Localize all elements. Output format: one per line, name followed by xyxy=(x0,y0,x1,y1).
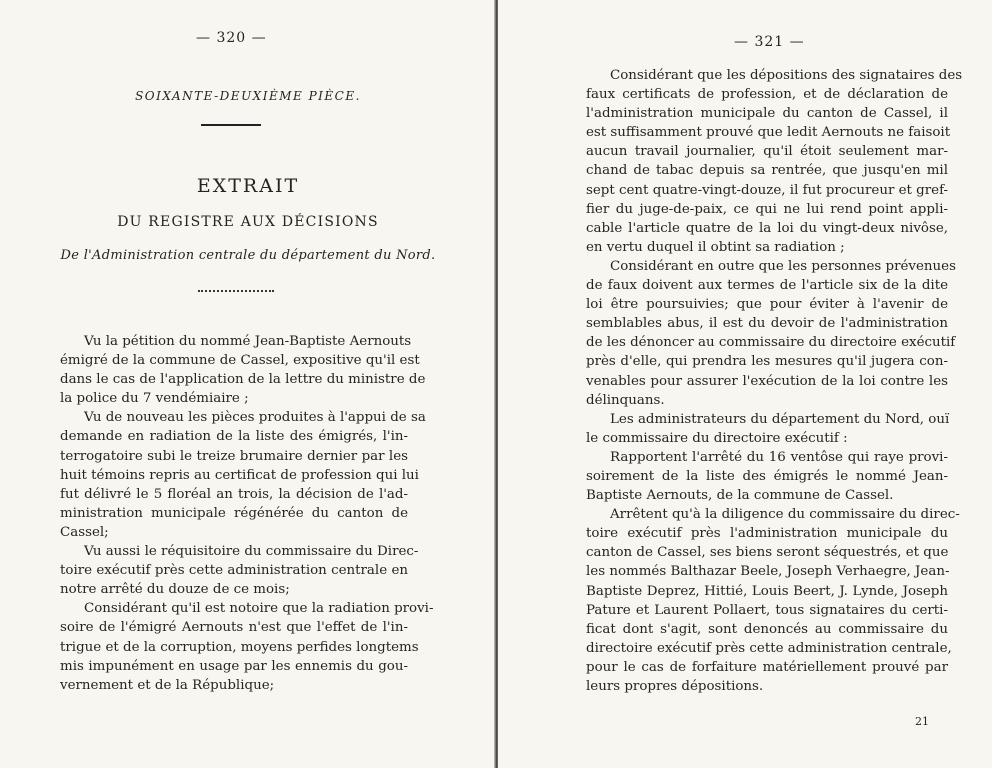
text-line: dans le cas de l'application de la lettre du ministre de xyxy=(60,372,426,388)
divider-rule xyxy=(201,124,261,126)
text-line: fier du juge-de-paix, ce qui ne lui rend point appli- xyxy=(586,201,948,217)
text-line: Baptiste Deprez, Hittié, Louis Beert, J. Lynde, Joseph xyxy=(586,583,948,599)
paragraph xyxy=(60,542,419,599)
text-line: toire exécutif près cette administration centrale en xyxy=(60,563,408,579)
text-line: de faux doivent aux termes de l'article six de la dite xyxy=(586,278,948,294)
text-line: fut délivré le 5 floréal an trois, la décision de l'ad- xyxy=(60,486,408,502)
text-line: faux certificats de profession, et de déclaration de xyxy=(586,87,948,103)
text-line: Vu la pétition du nommé Jean-Baptiste Aernouts xyxy=(84,334,412,349)
text-line: sept cent quatre-vingt-douze, il fut procureur et gref- xyxy=(586,182,949,198)
paragraph xyxy=(586,505,960,696)
text-line: canton de Cassel, ses biens seront séquestrés, et que xyxy=(586,545,949,561)
text-line: délinquans. xyxy=(586,392,665,408)
text-line: Considérant en outre que les personnes prévenues xyxy=(610,258,956,274)
text-line: terrogatoire subi le treize brumaire dernier par les xyxy=(60,448,408,464)
text-line: pour le cas de forfaiture matériellement prouvé par xyxy=(586,659,948,675)
document-origin: De l'Administration centrale du département du Nord. xyxy=(60,248,436,263)
paragraph xyxy=(586,66,963,257)
text-line: soire de l'émigré Aernouts n'est que l'effet de l'in- xyxy=(60,620,408,636)
text-line: Rapportent l'arrêté du 16 ventôse qui raye provi- xyxy=(610,449,948,465)
text-line: directoire exécutif près cette administration centrale, xyxy=(586,640,952,656)
signature-mark: 21 xyxy=(915,715,929,728)
text-line: de les dénoncer au commissaire du directoire exécutif xyxy=(586,335,956,351)
text-line: ministration municipale régénérée du canton de xyxy=(60,505,408,521)
piece-label: SOIXANTE-DEUXIÈME PIÈCE. xyxy=(135,89,361,103)
text-line: aucun travail journalier, qu'il étoit seulement mar- xyxy=(586,144,948,160)
paragraph xyxy=(60,408,426,542)
text-line: en vertu duquel il obtint sa radiation ; xyxy=(586,239,845,255)
document-title: EXTRAIT xyxy=(196,175,300,197)
text-line: l'administration municipale du canton de Cassel, il xyxy=(586,106,948,122)
text-line: Cassel; xyxy=(60,524,109,540)
paragraph xyxy=(60,599,434,694)
text-line: toire exécutif près l'administration municipale du xyxy=(586,526,948,542)
text-line: leurs propres dépositions. xyxy=(586,679,764,694)
page-number: — 320 — xyxy=(196,30,267,46)
text-line: Vu de nouveau les pièces produites à l'appui de sa xyxy=(84,410,426,426)
text-line: mis impunément en usage par les ennemis du gou- xyxy=(60,658,408,674)
text-line: ficat dont s'agit, sont denoncés au commissaire du xyxy=(586,621,948,637)
dotted-separator xyxy=(198,290,274,294)
text-line: chand de tabac depuis sa rentrée, que jusqu'en mil xyxy=(586,163,948,179)
paragraph xyxy=(586,448,948,505)
text-line: Considérant que les dépositions des signataires des xyxy=(610,68,963,83)
right-page xyxy=(498,0,992,768)
text-line: soirement de la liste des émigrés le nommé Jean- xyxy=(586,468,948,484)
text-line: demande en radiation de la liste des émigrés, l'in- xyxy=(60,429,408,445)
text-line: Arrêtent qu'à la diligence du commissaire du direc- xyxy=(610,507,960,523)
text-line: cable l'article quatre de la loi du vingt-deux nivôse, xyxy=(586,220,948,236)
text-line: venables pour assurer l'exécution de la loi contre les xyxy=(586,373,948,389)
text-line: est suffisamment prouvé que ledit Aernouts ne faisoit xyxy=(586,125,951,141)
paragraph xyxy=(586,257,956,410)
paragraph xyxy=(60,332,426,408)
text-line: la police du 7 vendémiaire ; xyxy=(60,391,249,407)
text-line: Les administrateurs du département du Nord, ouï xyxy=(610,411,950,427)
text-line: semblables abus, il est du devoir de l'administration xyxy=(586,316,948,332)
text-line: vernement et de la République; xyxy=(60,677,275,693)
text-line: Pature et Laurent Pollaert, tous signataires du certi- xyxy=(586,602,948,618)
text-line: huit témoins repris au certificat de profession qui lui xyxy=(60,467,419,483)
text-line: les nommés Balthazar Beele, Joseph Verhaegre, Jean- xyxy=(586,564,950,580)
paragraph xyxy=(586,410,948,448)
text-line: Vu aussi le réquisitoire du commissaire du Direc- xyxy=(84,544,419,560)
right-body-text xyxy=(586,66,963,696)
page-number: — 321 — xyxy=(734,34,805,50)
text-line: loi être poursuivies; que pour éviter à l'avenir de xyxy=(586,297,948,313)
text-line: notre arrêté du douze de ce mois; xyxy=(60,582,290,598)
text-line: émigré de la commune de Cassel, expositive qu'il est xyxy=(60,353,420,369)
document-subtitle: DU REGISTRE AUX DÉCISIONS xyxy=(117,214,379,230)
text-line: près d'elle, qui prendra les mesures qu'il jugera con- xyxy=(586,354,948,370)
text-line: le commissaire du directoire exécutif : xyxy=(586,430,848,446)
left-body-text xyxy=(60,332,434,695)
text-line: Baptiste Aernouts, de la commune de Cassel. xyxy=(586,488,894,504)
text-line: Considérant qu'il est notoire que la radiation provi- xyxy=(84,601,434,617)
text-line: trigue et de la corruption, moyens perfides longtems xyxy=(60,639,419,655)
